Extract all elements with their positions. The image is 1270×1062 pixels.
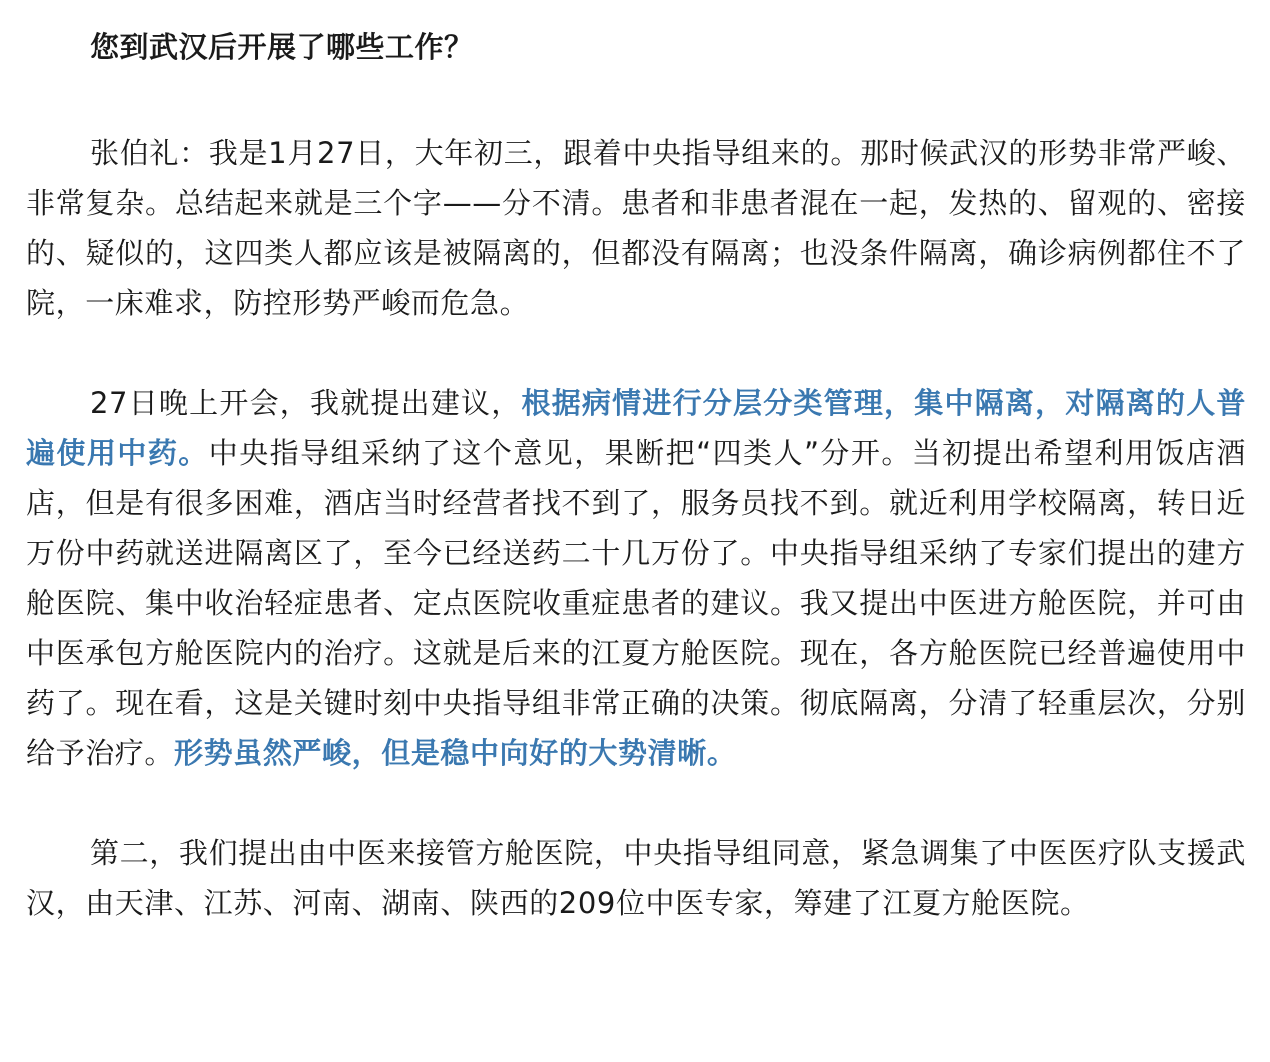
answer-paragraph-3 — [26, 828, 1246, 928]
answer-text: 27日晚上开会，我就提出建议， — [90, 386, 522, 420]
answer-text: 中央指导组采纳了这个意见，果断把“四类人”分开。当初提出希望利用饭店酒店，但是有很多困难，酒店当时经营者找不到了，服务员找不到。就近利用学校隔离，转日近万份中药就送进隔离区了，至今已经送药二十几万份了。中央指导组采纳了专家们提出的建方舱医院、集中收治轻症患者、定点医院收重症患者的建议。我又提出中医进方舱医院，并可由中医承包方舱医院内的治疗。这就是后来的江夏方舱医院。现在，各方舱医院已经普遍使用中药了。现在看，这是关键时刻中央指导组非常正确的决策。彻底隔离，分清了轻重层次，分别给予治疗。 — [26, 436, 1246, 770]
answer-paragraph-1 — [26, 128, 1246, 328]
answer-text: 张伯礼：我是1月27日，大年初三，跟着中央指导组来的。那时候武汉的形势非常严峻、非常复杂。总结起来就是三个字——分不清。患者和非患者混在一起，发热的、留观的、密接的、疑似的，这四类人都应该是被隔离的，但都没有隔离；也没条件隔离，确诊病例都住不了院，一床难求，防控形势严峻而危急。 — [26, 136, 1246, 320]
highlighted-text: 形势虽然严峻，但是稳中向好的大势清晰。 — [174, 736, 737, 770]
interview-question: 您到武汉后开展了哪些工作？ — [90, 30, 474, 64]
highlighted-text: 根据病情进行分层分类管理，集中隔离，对隔离的人普遍使用中药。 — [26, 386, 1247, 470]
answer-text: 第二，我们提出由中医来接管方舱医院，中央指导组同意，紧急调集了中医医疗队支援武汉，由天津、江苏、河南、湖南、陕西的209位中医专家，筹建了江夏方舱医院。 — [26, 836, 1246, 920]
answer-paragraph-2 — [26, 378, 1246, 778]
